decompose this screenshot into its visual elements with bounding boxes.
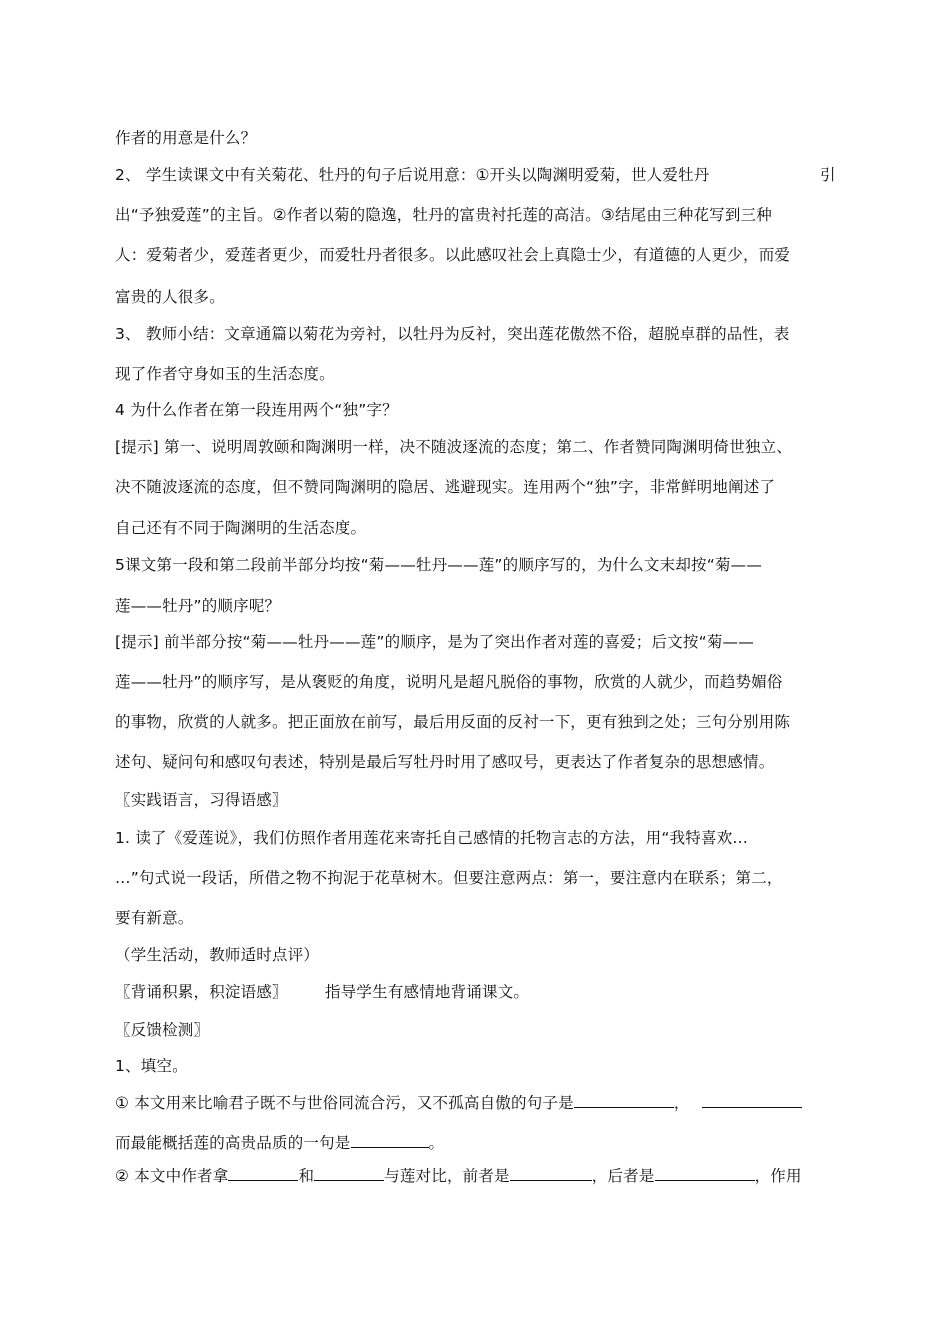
- text-line: 要有新意。: [115, 909, 194, 927]
- text-line: 决不随波逐流的态度，但不赞同陶渊明的隐居、逃避现实。连用两个“独”字，非常鲜明地阐述了: [115, 478, 776, 496]
- fill-blank-prompt: 而最能概括莲的高贵品质的一句是: [115, 1134, 351, 1152]
- text-line: 指导学生有感情地背诵课文。: [325, 983, 530, 1001]
- punctuation: ，: [673, 1094, 690, 1112]
- text-line: 1、填空。: [115, 1057, 188, 1075]
- text-line: 的事物，欣赏的人就多。把正面放在前写，最后用反面的反衬一下，更有独到之处；三句分别用陈: [115, 713, 791, 731]
- text-line: （学生活动，教师适时点评）: [115, 946, 320, 964]
- answer-blank[interactable]: [228, 1166, 298, 1181]
- fill-blank-prompt: ① 本文用来比喻君子既不与世俗同流合污，又不孤高自傲的句子是: [115, 1094, 574, 1112]
- text-line: 现了作者守身如玉的生活态度。: [115, 365, 335, 383]
- text-line: 引: [820, 166, 836, 184]
- text-line: 出“予独爱莲”的主旨。②作者以菊的隐逸，牡丹的富贵衬托莲的高洁。③结尾由三种花写到三种: [115, 206, 772, 224]
- answer-blank[interactable]: [574, 1093, 674, 1108]
- text-line: 述句、疑问句和感叹句表述，特别是最后写牡丹时用了感叹号，更表达了作者复杂的思想感情。: [115, 753, 775, 771]
- question-heading: 5课文第一段和第二段前半部分均按“菊——牡丹——莲”的顺序写的，为什么文末却按“菊——: [115, 556, 763, 574]
- fill-blank-prompt: ② 本文中作者拿: [115, 1167, 229, 1185]
- text-line: 莲——牡丹”的顺序写，是从褒贬的角度，说明凡是超凡脱俗的事物，欣赏的人就少，而趋势媚俗: [115, 673, 783, 691]
- section-heading: 〖实践语言，习得语感〗: [115, 791, 288, 809]
- text-line: 作者的用意是什么？: [115, 129, 257, 147]
- text-line: [提示] 第一、说明周敦颐和陶渊明一样，决不随波逐流的态度；第二、作者赞同陶渊明倚世独立、: [115, 438, 793, 456]
- fill-blank-line: [115, 1093, 802, 1113]
- answer-blank[interactable]: [702, 1093, 802, 1108]
- fill-blank-prompt: 与莲对比，前者是: [384, 1167, 510, 1185]
- answer-blank[interactable]: [655, 1166, 755, 1181]
- fill-blank-prompt: ，作用: [754, 1167, 802, 1185]
- answer-blank[interactable]: [351, 1133, 429, 1148]
- punctuation: 。: [428, 1134, 445, 1152]
- question-heading: 4 为什么作者在第一段连用两个“独”字？: [115, 401, 398, 419]
- answer-blank[interactable]: [314, 1166, 384, 1181]
- text-line: 1. 读了《爱莲说》，我们仿照作者用莲花来寄托自己感情的托物言志的方法，用“我特喜欢…: [115, 829, 749, 847]
- text-line: 2、 学生读课文中有关菊花、牡丹的句子后说用意：①开头以陶渊明爱菊，世人爱牡丹: [115, 166, 710, 184]
- section-heading: 〖反馈检测〗: [115, 1021, 210, 1039]
- text-line: …”句式说一段话，所借之物不拘泥于花草树木。但要注意两点：第一，要注意内在联系；第二，: [115, 869, 783, 887]
- text-line: 自己还有不同于陶渊明的生活态度。: [115, 519, 367, 537]
- answer-blank[interactable]: [510, 1166, 592, 1181]
- text-line: [提示] 前半部分按“菊——牡丹——莲”的顺序，是为了突出作者对莲的喜爱；后文按“菊——: [115, 633, 754, 651]
- fill-blank-line: [115, 1166, 802, 1186]
- section-heading: 〖背诵积累，积淀语感〗: [115, 983, 288, 1001]
- fill-blank-prompt: 和: [298, 1167, 315, 1185]
- text-line: 3、 教师小结：文章通篇以菊花为旁衬，以牡丹为反衬，突出莲花傲然不俗，超脱卓群的品性，表: [115, 325, 790, 343]
- text-line: 富贵的人很多。: [115, 288, 225, 306]
- fill-blank-line: [115, 1133, 444, 1153]
- text-line: 莲——牡丹”的顺序呢？: [115, 597, 281, 615]
- text-line: 人：爱菊者少，爱莲者更少，而爱牡丹者很多。以此感叹社会上真隐士少，有道德的人更少，而爱: [115, 246, 791, 264]
- fill-blank-prompt: ，后者是: [591, 1167, 655, 1185]
